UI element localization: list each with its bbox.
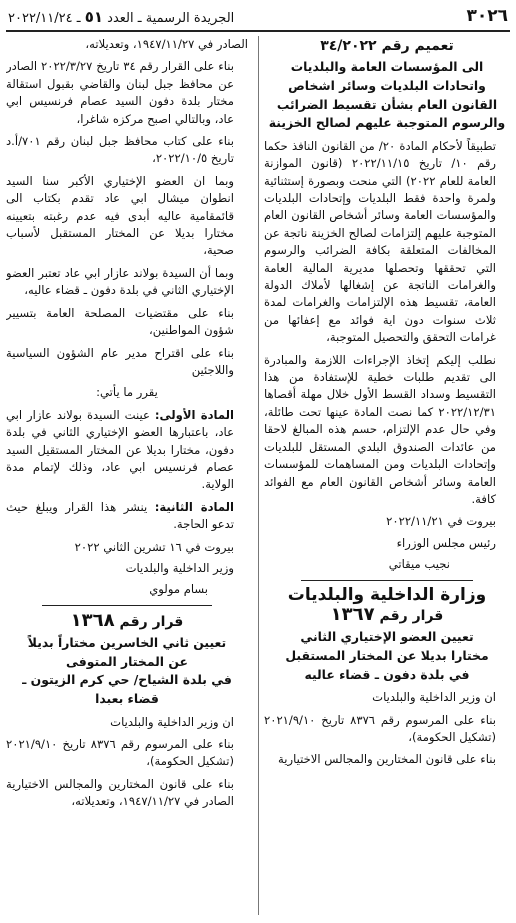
circular-paragraph-1: تطبيقاً لأحكام المادة ٢٠/ من القانون النافذ حكما رقم ١٠/ تاريخ ٢٠٢٢/١١/١٥ (قانون الموازنة العامة للعام ٢٠٢٢) التي منحت وبصورة إستثنائية ولمرة واحدة فقط البلديات وإتحادات البلديات والمؤسسات العامة وسائر أشخاص القانون العام المتوجبة عليهم إلتزامات لصالح الخزينة ناتجة عن المخالفات المتعلقة بكافة الضرائب والرسوم التي تحققها وتحصلها مديرية المالية العامة والغرامات الناتجة عن إشغالها لأملاك الدولة العامة، تقسيط هذه الإلتزامات والغرامات لمدة ثلاث سنوات دون اية فوائد مع إعفائها من غرامات التحقق والتحصيل المتوجبة،: [264, 138, 496, 345]
signature-place-date: بيروت في ١٦ تشرين الثاني ٢٠٢٢: [74, 539, 234, 554]
page-number: ٣٠٢٦: [466, 6, 508, 26]
decision-number-value: ١٣٦٨: [70, 609, 115, 631]
signature-name: بسام مولوي: [149, 582, 208, 597]
signature-name: نجيب ميقاتي: [388, 557, 450, 572]
section-separator: [301, 580, 473, 581]
decides-line: يقرر ما يأتي:: [96, 385, 158, 400]
circular-title: الى المؤسسات العامة والبلديات واتحادات البلديات وسائر اشخاص القانون العام بشأن تقسيط الضرائب والرسوم المتوجبة عليهم لصالح الخزينة: [268, 59, 506, 131]
issue-number: ٥١: [84, 8, 104, 26]
article-1-label: المادة الأولى:: [154, 407, 234, 422]
decision-title-line-2: مختارا بديلا عن المختار المستقبل: [285, 647, 489, 663]
decision-title-line-1: تعيين العضو الإختياري الثاني: [300, 629, 474, 645]
article-1: [6, 407, 248, 494]
gazette-name: الجريدة الرسمية ـ العدد: [107, 11, 235, 26]
decision-number: [264, 603, 510, 625]
basis-paragraph-2: بناء على قانون المختارين والمجالس الاختيارية الصادر في ١٩٤٧/١١/٢٧، وتعديلاته،: [6, 776, 234, 809]
circular-paragraph-2: نطلب إليكم إتخاذ الإجراءات اللازمة والمبادرة الى تقديم طلبات خطية للإستفادة من هذا التقسيط وسداد القسط الأول خلال مهلة أقصاها ٢٠٢٢/١٢/٣١ كما نصت المادة عينها تحت طائلة، وفي حال عدم الإلتزام، حسم هذه المبالغ لاحقا من عائدات الصندوق البلدي المستقل للبلديات وإتحادات البلديات ومن المساهمات للمؤسسات العامة وسائر أشخاص القانون العام مع الفوائد كافة.: [264, 352, 496, 506]
decision-title-line-2: عن المختار المتوفى: [66, 653, 188, 669]
issue-date: ـ ٢٠٢٢/١١/٢٤: [8, 11, 81, 26]
signature-place-date: بيروت في ٢٠٢٢/١١/٢١: [386, 514, 496, 529]
decision-title-line-3: في بلدة الشياح/ حي كرم الزيتون ـ قضاء بعبدا: [22, 672, 232, 706]
left-column: [6, 36, 248, 917]
section-separator: [42, 605, 211, 606]
ministry-heading: وزارة الداخلية والبلديات: [287, 584, 487, 605]
article-2-text: ينشر هذا القرار ويبلغ حيث تدعو الحاجة.: [6, 499, 234, 532]
decision-title-line-3: في بلدة دفون ـ قضاء عاليه: [304, 666, 470, 682]
gazette-title: [8, 8, 234, 26]
paragraph-e: بناء على مقتضيات المصلحة العامة بتسيير شؤون المواطنين،: [6, 305, 234, 338]
decision-number-value: ١٣٦٧: [330, 603, 375, 625]
paragraph-b: بناء على كتاب محافظ جبل لبنان رقم ٧٠١/أ.د تاريخ ٢٠٢٢/١٠/٥،: [6, 134, 234, 166]
paragraph-c: وبما ان العضو الإختياري الأكبر سنا السيد انطوان ميشال ابي عاد تقدم بكتاب الى قائمقامية عاليه أبدى فيه عدم رغبته بتعيينه مختارا بديلا عن المختار المستقبل لأسباب صحية،: [6, 173, 234, 258]
article-2-label: المادة الثانية:: [154, 499, 235, 514]
decision-number: [6, 609, 248, 631]
continuation-line: الصادر في ١٩٤٧/١١/٢٧، وتعديلاته،: [85, 37, 248, 51]
right-column: [264, 36, 510, 917]
article-2: [6, 499, 248, 534]
page-header: [6, 6, 510, 32]
circular-number: تعميم رقم ٣٤/٢٠٢٢: [320, 38, 454, 54]
minister-line: ان وزير الداخلية والبلديات: [110, 714, 234, 729]
paragraph-d: وبما أن السيدة بولاند عازار ابي عاد تعتبر العضو الإختياري الثاني في بلدة دفون ـ قضاء عاليه،: [6, 265, 234, 298]
article-1-text: عينت السيدة بولاند عازار ابي عاد، باعتبارها العضو الإختياري الثاني في بلدة دفون، مختارا بديلا عن المختار المستقيل السيد عصام فرنسيس ابي عاد، وذلك لإتمام مدة الولاية.: [6, 407, 234, 492]
decision-title-line-1: تعيين ثاني الخاسرين مختاراً بديلاً: [27, 635, 227, 651]
decision-prefix: قرار رقم: [379, 607, 444, 624]
basis-paragraph-1: بناء على المرسوم رقم ٨٣٧٦ تاريخ ٢٠٢١/٩/١٠ (تشكيل الحكومة)،: [6, 736, 234, 769]
signature-title: وزير الداخلية والبلديات: [125, 560, 234, 575]
decision-prefix: قرار رقم: [119, 613, 184, 630]
basis-paragraph-1: بناء على المرسوم رقم ٨٣٧٦ تاريخ ٢٠٢١/٩/١٠ (تشكيل الحكومة)،: [264, 712, 496, 744]
basis-paragraph-2: بناء على قانون المختارين والمجالس الاختيارية: [278, 752, 496, 767]
paragraph-a: بناء على القرار رقم ٣٤ تاريخ ٢٠٢٢/٣/٢٧ الصادر عن محافظ جبل لبنان والقاضي بقبول استقالة مختار بلدة دفون السيد عصام فرنسيس ابي عاد، وبالتالي اصبح مركزه شاغرا،: [6, 59, 234, 126]
paragraph-f: بناء على اقتراح مدير عام الشؤون السياسية واللاجئين: [6, 345, 234, 377]
minister-line: ان وزير الداخلية والبلديات: [372, 690, 496, 705]
column-divider: [258, 36, 259, 915]
signature-title: رئيس مجلس الوزراء: [396, 535, 496, 550]
